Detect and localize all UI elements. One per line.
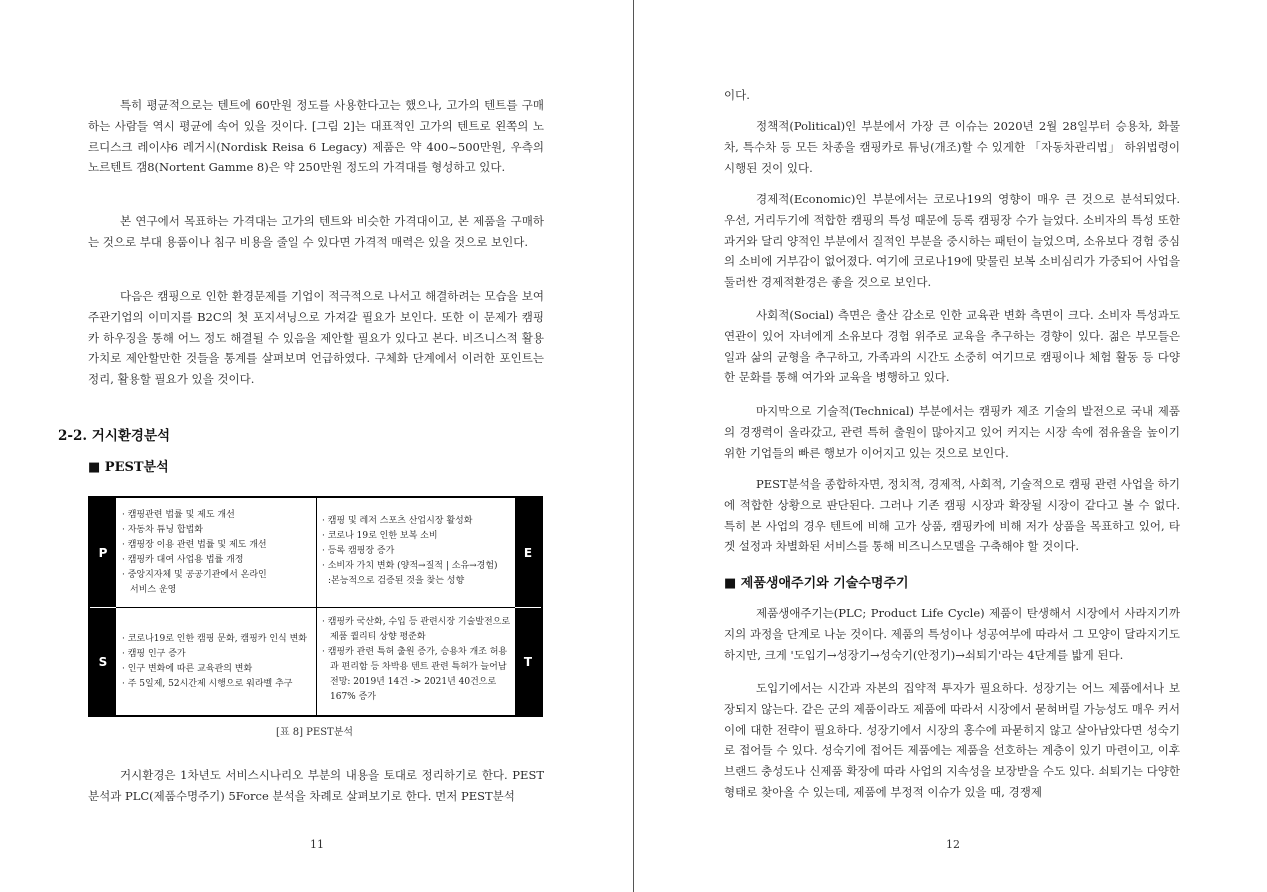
paragraph: 사회적(Social) 측면은 출산 감소로 인한 교육관 변화 측면이 크다. 소비자 특성과도 연관이 있어 자녀에게 소유보다 경험 위주로 교육을 추구하는 경향이 있다. 젊은 부모들은 일과 삶의 균형을 추구하고, 가족과의 시간도 소중히 여기므로 캠핑이나 체험 활동 등 다양한 문화를 통해 여가와 교육을 병행하고 있다. — [724, 308, 1180, 385]
table-caption: [표 8] PEST분석 — [276, 727, 354, 738]
list-item: · 캠핑 인구 증가 — [122, 649, 186, 659]
paragraph: 마지막으로 기술적(Technical) 부분에서는 캠핑카 제조 기술의 발전으로 국내 제품의 경쟁력이 올라갔고, 관련 특허 출원이 많아지고 있어 커지는 시장 속에 점유율을 높이기 위한 기업들의 빠른 행보가 이어지고 있는 것으로 보인다. — [724, 404, 1180, 460]
paragraph: 본 연구에서 목표하는 가격대는 고가의 텐트와 비슷한 가격대이고, 본 제품을 구매하는 것으로 부대 용품이나 침구 비용을 줄일 수 있다면 가격적 매력은 있을 것으로 보인다. — [88, 214, 544, 249]
list-item: 제품 퀄리티 상향 평준화 — [330, 632, 426, 642]
list-item: 전망: 2019년 14건 -> 2021년 40건으로 — [330, 677, 497, 687]
list-item: · 캠핑관련 법률 및 제도 개선 — [122, 510, 235, 520]
pest-label-t: T — [515, 608, 541, 715]
list-item: · 캠핑카 국산화, 수입 등 관련시장 기술발전으로 — [322, 617, 511, 627]
list-item: · 자동차 튜닝 합법화 — [122, 525, 203, 535]
list-item: · 중앙지자체 및 공공기관에서 온라인 — [122, 570, 267, 580]
page-number: 12 — [946, 838, 960, 851]
list-item: 167% 증가 — [330, 692, 376, 702]
pest-social-list — [122, 632, 312, 692]
list-item: · 인구 변화에 따른 교육관의 변화 — [122, 664, 253, 674]
right-page — [634, 0, 1267, 892]
paragraph: 도입기에서는 시간과 자본의 집약적 투자가 필요하다. 성장기는 어느 제품에서나 보장되지 않는다. 같은 군의 제품이라도 제품에 따라서 시장에서 묻혀버릴 가능성도 매우 커서 이에 대한 전략이 필요하다. 성장기에서 시장의 홍수에 파묻히지 않고 살아남았다면 성숙기로 접어들 수 있다. 성숙기에 접어든 제품에는 제품을 선호하는 계층이 있기 마련이고, 이후 브랜드 충성도나 신제품 확장에 따라 사업의 지속성을 보장받을 수도 있다. 쇠퇴기는 다양한 형태로 찾아올 수 있는데, 제품에 부정적 이슈가 있을 때, 경쟁제 — [724, 681, 1180, 799]
pest-technical-list — [322, 615, 514, 705]
paragraph: 제품생애주기는(PLC; Product Life Cycle) 제품이 탄생해서 시장에서 사라지기까지의 과정을 단계로 나눈 것이다. 제품의 특성이나 성공여부에 따라서 그 모양이 달라지기도 하지만, 크게 '도입기→성장기→성숙기(안정기)→쇠퇴기'라는 4단계를 밟게 된다. — [724, 606, 1180, 662]
list-item: · 캠핑카 대여 사업용 법률 개정 — [122, 555, 244, 565]
left-page — [0, 0, 633, 892]
list-item: · 코로나 19로 인한 보복 소비 — [322, 531, 438, 541]
pest-political-list — [122, 508, 312, 598]
divider — [116, 607, 515, 608]
paragraph: 특히 평균적으로는 텐트에 60만원 정도를 사용한다고는 했으나, 고가의 텐트를 구매하는 사람들 역시 평균에 속어 있을 것이다. [그림 2]는 대표적인 고가의 텐트로 왼쪽의 노르디스크 레이샤6 레거시(Nordisk Reisa 6 Legacy) 제품은 약 400~500만원, 우측의 노르텐트 갬8(Nortent Gamme 8)은 약 250만원 정도의 가격대를 형성하고 있다. — [88, 98, 544, 175]
paragraph: 이다. — [724, 88, 750, 102]
list-item: · 주 5일제, 52시간제 시행으로 워라벨 추구 — [122, 679, 293, 689]
pest-label-e: E — [515, 498, 541, 607]
list-item: · 캠핑카 관련 특허 출원 증가, 승용차 개조 허용 — [322, 647, 508, 657]
list-item: 과 편리함 등 차박용 텐트 관련 특허가 늘어남 — [330, 662, 507, 672]
paragraph: PEST분석을 종합하자면, 정치적, 경제적, 사회적, 기술적으로 캠핑 관련 사업을 하기에 적합한 상황으로 판단된다. 그러나 기존 캠핑 시장과 확장될 시장이 같다고 볼 수 없다. 특히 본 사업의 경우 텐트에 비해 고가 상품, 캠핑카에 비해 저가 상품을 목표하고 있어, 타겟 설정과 차별화된 서비스를 통해 비즈니스모델을 구축해야 할 것이다. — [724, 477, 1180, 554]
list-item: · 캠핑장 이용 관련 법률 및 제도 개선 — [122, 540, 267, 550]
paragraph: 거시환경은 1차년도 서비스시나리오 부분의 내용을 토대로 정리하기로 한다. PEST분석과 PLC(제품수명주기) 5Force 분석을 차례로 살펴보기로 한다. 먼저 PEST분석 — [88, 768, 544, 803]
list-item: · 소비자 가치 변화 (양적→질적 | 소유→경험) — [322, 561, 498, 571]
paragraph: 경제적(Economic)인 부분에서는 코로나19의 영향이 매우 큰 것으로 분석되었다. 우선, 거리두기에 적합한 캠핑의 특성 때문에 등록 캠핑장 수가 늘었다. 소비자의 특성 또한 과거와 달리 양적인 부분에서 질적인 부분을 중시하는 패턴이 늘었으며, 소유보다 경험 중심의 소비에 거부감이 없어졌다. 여기에 코로나19에 맞물린 보복 소비심리가 가중되어 사업을 둘러싼 경제적환경은 좋을 것으로 보인다. — [724, 192, 1180, 290]
paragraph: 다음은 캠핑으로 인한 환경문제를 기업이 적극적으로 나서고 해결하려는 모습을 보여 주관기업의 이미지를 B2C의 첫 포지셔닝으로 가져갈 필요가 보인다. 또한 이 문제가 캠핑카 하우징을 통해 어느 정도 해결될 수 있음을 제안할 필요가 있다고 본다. 비즈니스적 활용 가치로 제안할만한 것들을 통계를 살펴보며 언급하였다. 구체화 단계에서 이러한 포인트는 정리, 활용할 필요가 있을 것이다. — [88, 289, 544, 387]
paragraph: 정책적(Political)인 부분에서 가장 큰 이슈는 2020년 2월 28일부터 승용차, 화물차, 특수차 등 모든 차종을 캠핑카로 튜닝(개조)할 수 있게한 「자동차관리법」 하위법령이 시행된 것이 있다. — [724, 119, 1180, 175]
pest-economic-list — [322, 514, 514, 589]
list-item: · 캠핑 및 레저 스포츠 산업시장 활성화 — [322, 516, 473, 526]
list-item: · 코로나19로 인한 캠핑 문화, 캠핑카 인식 변화 — [122, 634, 307, 644]
list-item: · 등록 캠핑장 증가 — [322, 546, 395, 556]
pest-label-s: S — [90, 608, 116, 715]
list-item: 서비스 운영 — [130, 585, 177, 595]
section-heading: 2-2. 거시환경분석 — [58, 428, 171, 444]
pest-label-p: P — [90, 498, 116, 607]
sub-heading: ■ 제품생애주기와 기술수명주기 — [724, 576, 909, 591]
list-item: :본능적으로 검증된 것을 찾는 성향 — [328, 576, 465, 586]
sub-heading: ■ PEST분석 — [88, 460, 169, 475]
pest-table — [88, 496, 543, 717]
page-number: 11 — [310, 838, 324, 851]
